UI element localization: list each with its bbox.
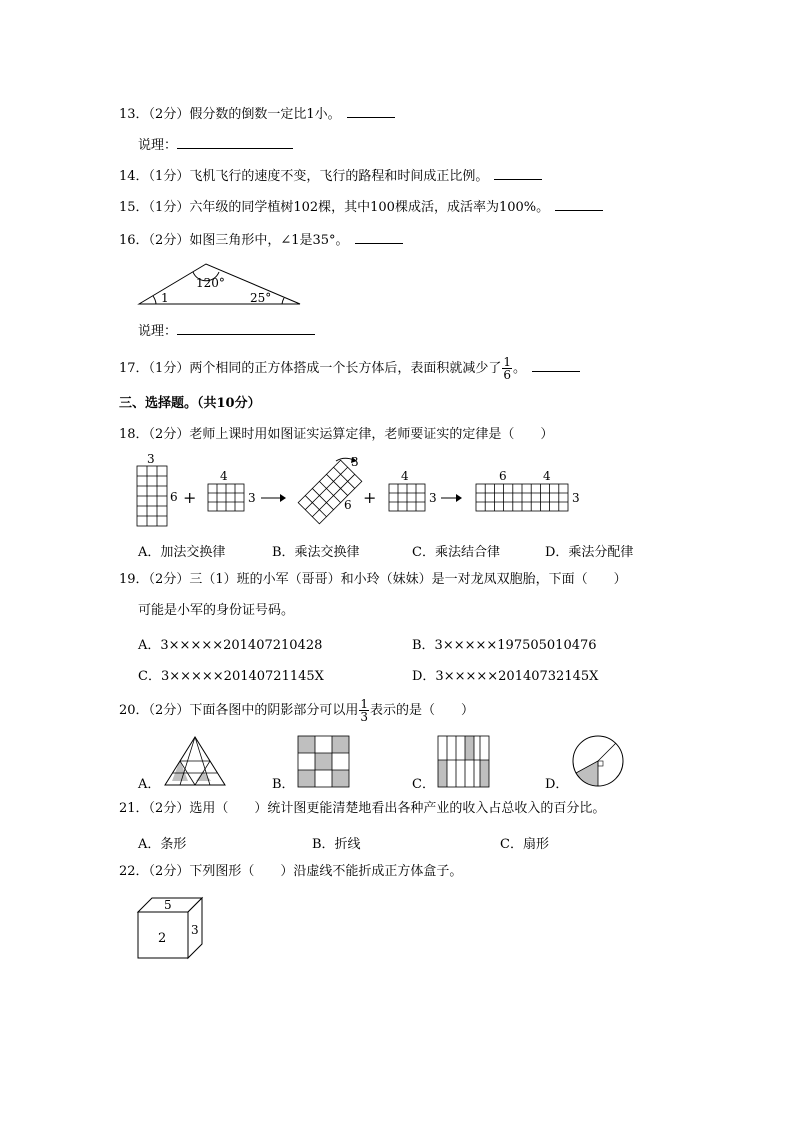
cube-side-number: 3: [191, 923, 199, 937]
answer-blank[interactable]: [494, 167, 542, 180]
option-c[interactable]: C．扇形: [500, 837, 549, 852]
grid-figure: [130, 452, 590, 532]
cube-top-number: 5: [164, 898, 172, 912]
grid-rotated: [298, 460, 362, 524]
svg-text:3: 3: [248, 491, 256, 505]
question-19: 19．（2分）三（1）班的小军（哥哥）和小玲（妹妹）是一对龙凤双胞胎，下面（ ）: [119, 572, 627, 587]
figure-c-strips: [436, 734, 492, 790]
svg-text:6: 6: [499, 469, 507, 483]
question-20: 20．（2分）下面各图中的阴影部分可以用 $\frac{1}{3}$ 表示的是（ ）: [119, 697, 474, 724]
grid-10x3: [476, 484, 568, 511]
question-22: 22．（2分）下列图形（ ）沿虚线不能折成正方体盒子。: [119, 864, 463, 879]
question-19-line2: 可能是小军的身份证号码。: [138, 603, 295, 618]
option-b[interactable]: B．3×××××197505010476: [412, 638, 597, 653]
option-c[interactable]: C．3×××××20140721145X: [138, 669, 324, 684]
reason-blank[interactable]: [177, 136, 293, 149]
q13-reason: 说理：: [138, 136, 293, 154]
svg-text:6: 6: [170, 490, 178, 504]
question-18: 18．（2分）老师上课时用如图证实运算定律，老师要证实的定律是（ ）: [119, 427, 554, 442]
answer-blank[interactable]: [532, 359, 580, 372]
answer-blank[interactable]: [347, 105, 395, 118]
fraction: $\frac{1}{3}$: [360, 697, 368, 724]
answer-blank[interactable]: [555, 198, 603, 211]
section-title: 三、选择题。（共10分）: [119, 396, 261, 411]
grid-3x6: [137, 466, 167, 526]
question-21: 21．（2分）选用（ ）统计图更能清楚地看出各种产业的收入占总收入的百分比。: [119, 801, 606, 816]
cube-front-number: 2: [158, 931, 167, 946]
question-14: 14．（1分）飞机飞行的速度不变，飞行的路程和时间成正比例。: [119, 167, 542, 185]
angle-1-label: 1: [161, 291, 169, 305]
svg-text:3: 3: [147, 452, 155, 466]
option-d[interactable]: D．: [545, 777, 569, 792]
svg-text:3: 3: [429, 491, 437, 505]
option-c[interactable]: C．乘法结合律: [412, 545, 500, 560]
svg-text:3: 3: [572, 491, 580, 505]
figure-a-triangle: [160, 733, 230, 788]
svg-text:4: 4: [220, 469, 228, 483]
question-15: 15．（1分）六年级的同学植树102棵，其中100棵成活，成活率为100%。: [119, 198, 603, 216]
svg-text:+: +: [183, 488, 197, 507]
fraction: $\frac{1}{6}$: [503, 355, 511, 382]
option-d[interactable]: D．乘法分配律: [545, 545, 634, 560]
svg-text:3: 3: [351, 455, 359, 469]
option-b[interactable]: B．: [272, 777, 295, 792]
option-a[interactable]: A．3×××××20140721042​8: [138, 638, 323, 653]
option-a[interactable]: A．加法交换律: [138, 545, 226, 560]
svg-text:+: +: [363, 488, 377, 507]
arrow-head: [280, 494, 286, 502]
triangle-figure: [136, 258, 306, 308]
reason-blank[interactable]: [177, 322, 315, 335]
figure-d-circle: [570, 733, 626, 789]
angle-right-label: 25°: [250, 291, 272, 305]
option-b[interactable]: B．折线: [312, 837, 361, 852]
option-d[interactable]: D．3×××××20140732145X: [412, 669, 599, 684]
figure-b-grid: [296, 734, 352, 790]
grid-4x3: [208, 484, 244, 511]
option-c[interactable]: C．: [412, 777, 435, 792]
angle-top-label: 120°: [196, 276, 225, 290]
svg-text:4: 4: [401, 469, 409, 483]
svg-text:6: 6: [344, 498, 352, 512]
q16-reason: 说理：: [138, 322, 315, 340]
grid-4x3-b: [389, 484, 425, 511]
option-a[interactable]: A．: [138, 777, 161, 792]
cube-figure: [134, 894, 214, 964]
question-16: 16．（2分）如图三角形中，∠1是35°。: [119, 231, 403, 249]
question-13: 13．（2分）假分数的倒数一定比1小。: [119, 105, 395, 123]
answer-blank[interactable]: [355, 231, 403, 244]
svg-text:4: 4: [543, 469, 551, 483]
option-b[interactable]: B．乘法交换律: [272, 545, 360, 560]
question-17: 17．（1分）两个相同的正方体搭成一个长方体后，表面积就减少了 $\frac{1}{6}$ 。: [119, 356, 580, 381]
option-a[interactable]: A．条形: [138, 837, 187, 852]
